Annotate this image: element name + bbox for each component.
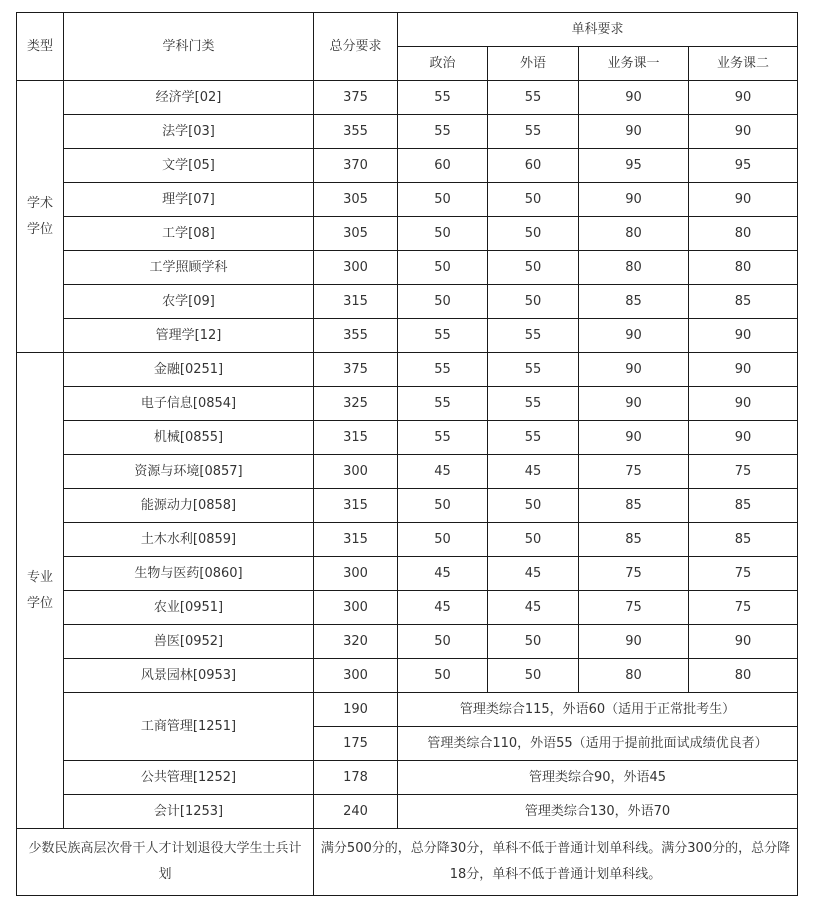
note-cell: 管理类综合90，外语45 <box>398 761 798 795</box>
course2-cell: 85 <box>689 523 798 557</box>
course1-cell: 95 <box>579 149 689 183</box>
course2-cell: 90 <box>689 115 798 149</box>
course1-cell: 75 <box>579 455 689 489</box>
foreign-cell: 50 <box>488 183 579 217</box>
course2-cell: 90 <box>689 421 798 455</box>
foreign-cell: 50 <box>488 659 579 693</box>
header-type: 类型 <box>17 13 64 81</box>
table-row <box>17 81 798 115</box>
course2-cell: 80 <box>689 659 798 693</box>
subject-cell: 金融[0251] <box>64 353 314 387</box>
subject-cell: 会计[1253] <box>64 795 314 829</box>
header-single: 单科要求 <box>398 13 798 47</box>
subject-cell: 电子信息[0854] <box>64 387 314 421</box>
foreign-cell: 50 <box>488 285 579 319</box>
subject-cell: 资源与环境[0857] <box>64 455 314 489</box>
total-cell: 300 <box>314 591 398 625</box>
note-cell: 管理类综合115，外语60（适用于正常批考生） <box>398 693 798 727</box>
subject-cell: 能源动力[0858] <box>64 489 314 523</box>
politics-cell: 55 <box>398 421 488 455</box>
subject-cell: 兽医[0952] <box>64 625 314 659</box>
course2-cell: 75 <box>689 557 798 591</box>
total-cell: 300 <box>314 251 398 285</box>
total-cell: 370 <box>314 149 398 183</box>
course1-cell: 90 <box>579 319 689 353</box>
total-cell: 300 <box>314 659 398 693</box>
professional-degree-label-line1: 专业 <box>26 569 53 585</box>
total-cell: 320 <box>314 625 398 659</box>
special-plan-row <box>17 829 798 896</box>
politics-cell: 50 <box>398 625 488 659</box>
table-row <box>17 285 798 319</box>
subject-cell: 风景园林[0953] <box>64 659 314 693</box>
course1-cell: 80 <box>579 659 689 693</box>
professional-degree-label <box>17 353 64 829</box>
table-row <box>17 217 798 251</box>
special-plan-note: 满分500分的，总分降30分，单科不低于普通计划单科线。满分300分的，总分降18分，单科不低于普通计划单科线。 <box>314 829 798 896</box>
course2-cell: 90 <box>689 81 798 115</box>
total-cell: 175 <box>314 727 398 761</box>
subject-cell: 机械[0855] <box>64 421 314 455</box>
course1-cell: 90 <box>579 625 689 659</box>
header-course2: 业务课二 <box>689 47 798 81</box>
subject-cell: 经济学[02] <box>64 81 314 115</box>
foreign-cell: 50 <box>488 523 579 557</box>
table-row <box>17 489 798 523</box>
total-cell: 315 <box>314 523 398 557</box>
course1-cell: 75 <box>579 591 689 625</box>
course2-cell: 90 <box>689 183 798 217</box>
total-cell: 375 <box>314 81 398 115</box>
course1-cell: 90 <box>579 421 689 455</box>
total-cell: 315 <box>314 489 398 523</box>
course1-cell: 85 <box>579 523 689 557</box>
foreign-cell: 45 <box>488 557 579 591</box>
subject-cell: 工学[08] <box>64 217 314 251</box>
subject-cell: 生物与医药[0860] <box>64 557 314 591</box>
total-cell: 315 <box>314 421 398 455</box>
politics-cell: 45 <box>398 557 488 591</box>
course2-cell: 90 <box>689 387 798 421</box>
course1-cell: 90 <box>579 115 689 149</box>
table-body <box>17 13 798 896</box>
table-row <box>17 183 798 217</box>
politics-cell: 45 <box>398 455 488 489</box>
foreign-cell: 50 <box>488 489 579 523</box>
table-row <box>17 591 798 625</box>
table-row <box>17 693 798 727</box>
academic-degree-label-line2: 学位 <box>26 221 53 237</box>
foreign-cell: 55 <box>488 115 579 149</box>
table-row <box>17 251 798 285</box>
subject-cell: 管理学[12] <box>64 319 314 353</box>
subject-cell: 农业[0951] <box>64 591 314 625</box>
course2-cell: 90 <box>689 625 798 659</box>
header-subject: 学科门类 <box>64 13 314 81</box>
note-cell: 管理类综合130，外语70 <box>398 795 798 829</box>
note-cell: 管理类综合110，外语55（适用于提前批面试成绩优良者） <box>398 727 798 761</box>
foreign-cell: 45 <box>488 455 579 489</box>
header-row-1 <box>17 13 798 47</box>
academic-degree-label-line1: 学术 <box>26 195 53 211</box>
total-cell: 190 <box>314 693 398 727</box>
foreign-cell: 55 <box>488 387 579 421</box>
politics-cell: 55 <box>398 353 488 387</box>
total-cell: 300 <box>314 455 398 489</box>
subject-cell: 土木水利[0859] <box>64 523 314 557</box>
course2-cell: 80 <box>689 251 798 285</box>
course2-cell: 80 <box>689 217 798 251</box>
course1-cell: 85 <box>579 285 689 319</box>
table-row <box>17 795 798 829</box>
table-row <box>17 455 798 489</box>
politics-cell: 50 <box>398 489 488 523</box>
course1-cell: 80 <box>579 251 689 285</box>
professional-degree-label-line2: 学位 <box>26 595 53 611</box>
subject-cell: 法学[03] <box>64 115 314 149</box>
course2-cell: 75 <box>689 591 798 625</box>
politics-cell: 50 <box>398 183 488 217</box>
course1-cell: 75 <box>579 557 689 591</box>
total-cell: 178 <box>314 761 398 795</box>
foreign-cell: 50 <box>488 625 579 659</box>
total-cell: 300 <box>314 557 398 591</box>
table-row <box>17 659 798 693</box>
politics-cell: 50 <box>398 285 488 319</box>
score-table-container <box>16 12 798 896</box>
table-row <box>17 319 798 353</box>
politics-cell: 55 <box>398 319 488 353</box>
course2-cell: 95 <box>689 149 798 183</box>
header-foreign: 外语 <box>488 47 579 81</box>
academic-degree-label <box>17 81 64 353</box>
score-requirements-table <box>16 12 798 896</box>
course2-cell: 85 <box>689 489 798 523</box>
politics-cell: 50 <box>398 659 488 693</box>
special-plan-label: 少数民族高层次骨干人才计划退役大学生士兵计划 <box>17 829 314 896</box>
politics-cell: 55 <box>398 115 488 149</box>
politics-cell: 55 <box>398 387 488 421</box>
total-cell: 325 <box>314 387 398 421</box>
politics-cell: 55 <box>398 81 488 115</box>
table-row <box>17 421 798 455</box>
course1-cell: 90 <box>579 353 689 387</box>
politics-cell: 50 <box>398 217 488 251</box>
subject-cell: 公共管理[1252] <box>64 761 314 795</box>
politics-cell: 50 <box>398 251 488 285</box>
course1-cell: 90 <box>579 183 689 217</box>
politics-cell: 50 <box>398 523 488 557</box>
course2-cell: 90 <box>689 353 798 387</box>
subject-cell: 文学[05] <box>64 149 314 183</box>
table-row <box>17 353 798 387</box>
total-cell: 240 <box>314 795 398 829</box>
total-cell: 305 <box>314 183 398 217</box>
foreign-cell: 50 <box>488 251 579 285</box>
course1-cell: 80 <box>579 217 689 251</box>
header-politics: 政治 <box>398 47 488 81</box>
total-cell: 375 <box>314 353 398 387</box>
foreign-cell: 50 <box>488 217 579 251</box>
table-row <box>17 761 798 795</box>
politics-cell: 45 <box>398 591 488 625</box>
total-cell: 355 <box>314 319 398 353</box>
foreign-cell: 55 <box>488 81 579 115</box>
total-cell: 355 <box>314 115 398 149</box>
foreign-cell: 55 <box>488 353 579 387</box>
foreign-cell: 45 <box>488 591 579 625</box>
subject-cell: 农学[09] <box>64 285 314 319</box>
table-row <box>17 115 798 149</box>
total-cell: 305 <box>314 217 398 251</box>
table-row <box>17 557 798 591</box>
course1-cell: 90 <box>579 387 689 421</box>
table-row <box>17 387 798 421</box>
header-total: 总分要求 <box>314 13 398 81</box>
table-row <box>17 523 798 557</box>
course1-cell: 90 <box>579 81 689 115</box>
course1-cell: 85 <box>579 489 689 523</box>
foreign-cell: 55 <box>488 421 579 455</box>
total-cell: 315 <box>314 285 398 319</box>
course2-cell: 90 <box>689 319 798 353</box>
politics-cell: 60 <box>398 149 488 183</box>
table-row <box>17 149 798 183</box>
subject-cell: 工商管理[1251] <box>64 693 314 761</box>
table-row <box>17 625 798 659</box>
foreign-cell: 55 <box>488 319 579 353</box>
header-course1: 业务课一 <box>579 47 689 81</box>
subject-cell: 理学[07] <box>64 183 314 217</box>
subject-cell: 工学照顾学科 <box>64 251 314 285</box>
foreign-cell: 60 <box>488 149 579 183</box>
course2-cell: 85 <box>689 285 798 319</box>
course2-cell: 75 <box>689 455 798 489</box>
